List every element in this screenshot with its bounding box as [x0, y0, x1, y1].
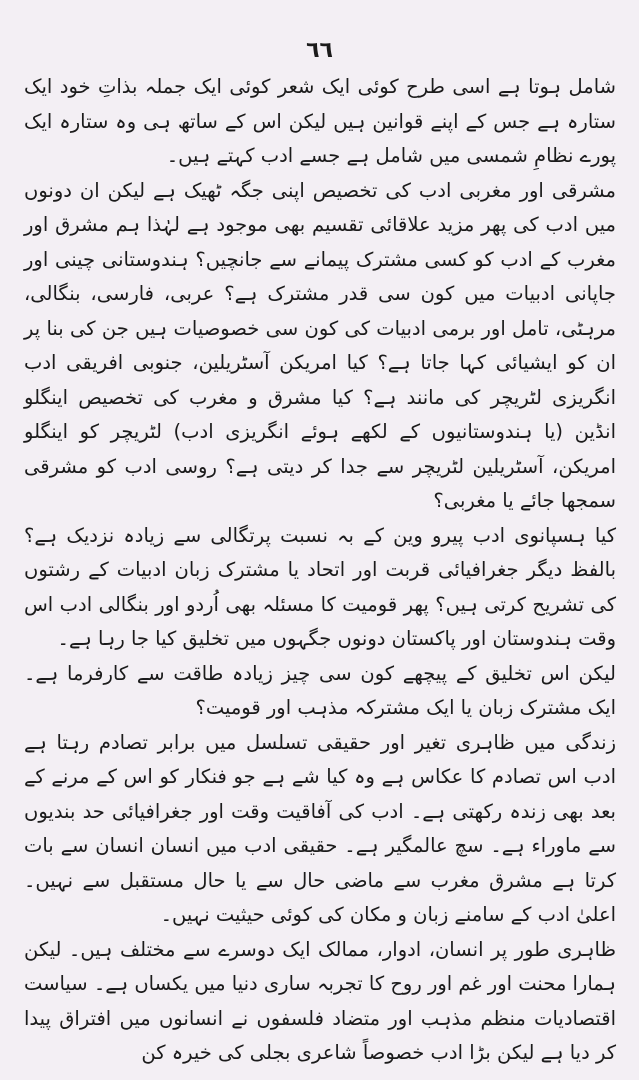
- paragraph: زندگی میں ظاہری تغیر اور حقیقی تسلسل میں برابر تصادم رہتا ہے ادب اس تصادم کا عکاس ہے وہ کیا شے ہے جو فنکار کو اس کے مرنے کے بعد بھی زندہ رکھتی ہے۔ ادب کی آفاقیت وقت اور جغرافیائی حد بندیوں سے ماوراء ہے۔ سچ عالمگیر ہے۔ حقیقی ادب میں انسان انسان سے بات کرتا ہے مشرق مغرب سے ماضی حال سے یا حال مستقبل سے نہیں۔ اعلیٰ ادب کے سامنے زبان و مکان کی کوئی حیثیت نہیں۔: [24, 730, 616, 926]
- paragraph: کیا ہسپانوی ادب پیرو وین کے بہ نسبت پرتگالی سے زیادہ نزدیک ہے؟ بالفظ دیگر جغرافیائی قربت اور اتحاد یا مشترک زبان ادبیات کے رشتوں کی تشریح کرتی ہیں؟ پھر قومیت کا مسئلہ بھی اُردو اور بنگالی ادب اس وقت ہندوستان اور پاکستان دونوں جگہوں میں تخلیق کیا جا رہا ہے۔: [24, 523, 616, 650]
- paragraph: شامل ہوتا ہے اسی طرح کوئی ایک شعر کوئی ایک جملہ بذاتِ خود ایک ستارہ ہے جس کے اپنے قوانین ہیں لیکن اس کے ساتھ ہی وہ ستارہ ایک پورے نظامِ شمسی میں شامل ہے جسے ادب کہتے ہیں۔: [24, 75, 616, 167]
- paragraph: لیکن اس تخلیق کے پیچھے کون سی چیز زیادہ طاقت سے کارفرما ہے۔ ایک مشترک زبان یا ایک مشترکہ مذہب اور قومیت؟: [24, 661, 616, 719]
- page-body: [24, 70, 616, 1071]
- paragraph: ظاہری طور پر انسان، ادوار، ممالک ایک دوسرے سے مختلف ہیں۔ لیکن ہمارا محنت اور غم اور روح کا تجربہ ساری دنیا میں یکساں ہے۔ سیاست اقتصادیات منظم مذہب اور متضاد فلسفوں نے انسانوں میں افتراق پیدا کر دیا ہے لیکن بڑا ادب خصوصاً شاعری بجلی کی خیرہ کن: [24, 937, 616, 1064]
- paragraph: مشرقی اور مغربی ادب کی تخصیص اپنی جگہ ٹھیک ہے لیکن ان دونوں میں ادب کی پھر مزید علاقائی تقسیم بھی موجود ہے لہٰذا ہم مشرق اور مغرب کے ادب کو کسی مشترک پیمانے سے جانچیں؟ ہندوستانی چینی اور جاپانی ادبیات میں کون سی قدر مشترک ہے؟ عربی، فارسی، بنگالی، مرہٹی، تامل اور برمی ادبیات کی کون سی خصوصیات ہیں جن کی بنا پر ان کو ایشیائی کہا جاتا ہے؟ کیا امریکن آسٹریلین، جنوبی افریقی ادب انگریزی لٹریچر کی مانند ہے؟ کیا مشرق و مغرب کی تخصیص اینگلو انڈین (یا ہندوستانیوں کے لکھے ہوئے انگریزی ادب) لٹریچر کو اینگلو امریکن، آسٹریلین لٹریچر سے جدا کر دیتی ہے؟ روسی ادب کو مشرقی سمجھا جائے یا مغربی؟: [24, 178, 616, 512]
- page-number: ٦٦: [306, 38, 333, 63]
